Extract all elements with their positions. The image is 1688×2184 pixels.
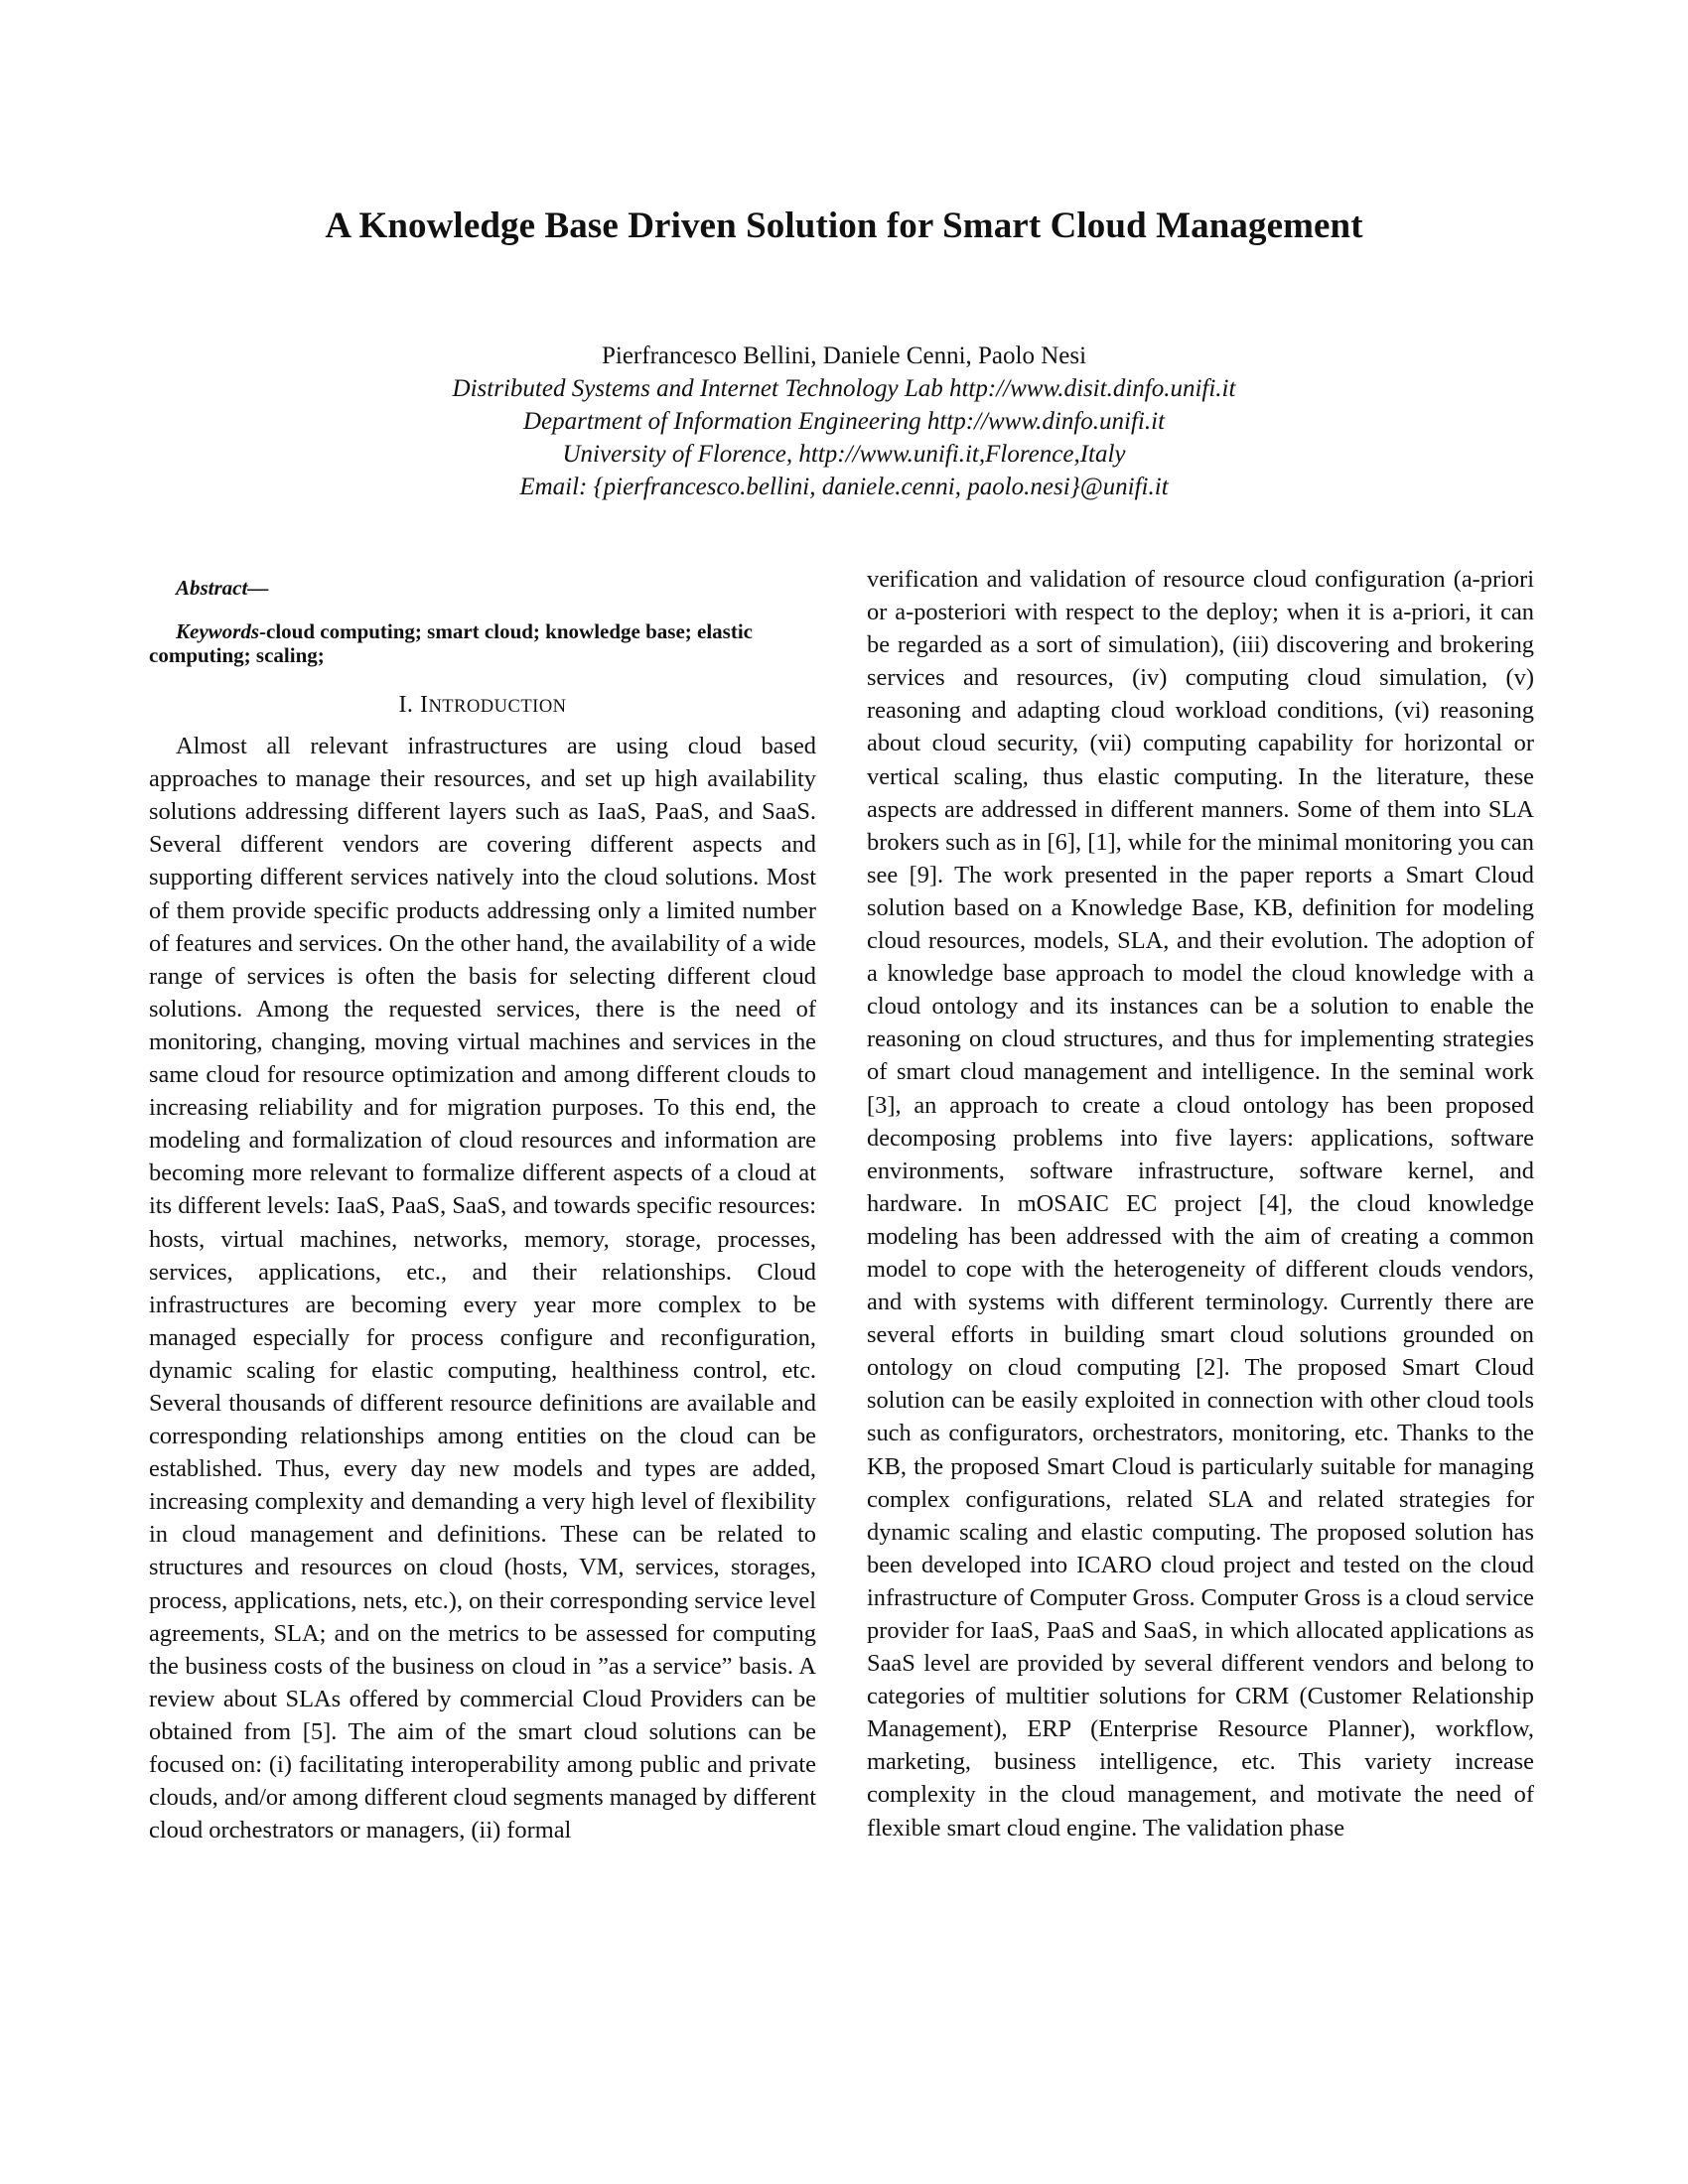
right-column [867, 566, 1534, 1844]
introduction-paragraph-continued: verification and validation of resource cloud configuration (a-priori or a-posteriori with respect to the deploy; when it is a-priori, it can be regarded as a sort of simulation), (iii) discovering and brokering services and resources, (iv) computing cloud simulation, (v) reasoning and adapting cloud workload conditions, (vi) reasoning about cloud security, (vii) computing capability for horizontal or vertical scaling, thus elastic computing. In the literature, these aspects are addressed in different manners. Some of them into SLA brokers such as in [6], [1], while for the minimal monitoring you can see [9]. The work presented in the paper reports a Smart Cloud solution based on a Knowledge Base, KB, definition for modeling cloud resources, models, SLA, and their evolution. The adoption of a knowledge base approach to model the cloud knowledge with a cloud ontology and its instances can be a solution to enable the reasoning on cloud structures, and thus for implementing strategies of smart cloud management and intelligence. In the seminal work [3], an approach to create a cloud ontology has been proposed decomposing problems into five layers: applications, software environments, software infrastructure, software kernel, and hardware. In mOSAIC EC project [4], the cloud knowledge modeling has been addressed with the aim of creating a common model to cope with the heterogeneity of different clouds vendors, and with systems with different terminology. Currently there are several efforts in building smart cloud solutions grounded on ontology on cloud computing [2]. The proposed Smart Cloud solution can be easily exploited in connection with other cloud tools such as configurators, orchestrators, monitoring, etc. Thanks to the KB, the proposed Smart Cloud is particularly suitable for managing complex configurations, related SLA and related strategies for dynamic scaling and elastic computing. The proposed solution has been developed into ICARO cloud project and tested on the cloud infrastructure of Computer Gross. Computer Gross is a cloud service provider for IaaS, PaaS and SaaS, in which allocated applications as SaaS level are provided by several different vendors and belong to categories of multitier solutions for CRM (Customer Relationship Management), ERP (Enterprise Resource Planner), workflow, marketing, business intelligence, etc. This variety increase complexity in the cloud management, and motivate the need of flexible smart cloud engine. The validation phase [867, 566, 1534, 1842]
author-emails: Email: {pierfrancesco.bellini, daniele.cenni, paolo.nesi}@unifi.it [519, 474, 1169, 500]
abstract-label: Abstract— [176, 576, 269, 600]
affiliation-university: University of Florence, http://www.unifi.it,Florence,Italy [562, 441, 1126, 468]
section-number: I. [398, 692, 414, 718]
affiliation-department: Department of Information Engineering http://www.dinfo.unifi.it [522, 408, 1166, 435]
left-column [149, 566, 816, 1846]
keywords-text: -cloud computing; smart cloud; knowledge base; elastic computing; scaling; [149, 619, 753, 667]
affiliation-lab: Distributed Systems and Internet Technology Lab http://www.disit.dinfo.unifi.it [452, 375, 1236, 402]
author-names: Pierfrancesco Bellini, Daniele Cenni, Paolo Nesi [601, 342, 1087, 369]
section-heading-introduction [149, 689, 816, 724]
keywords-label: Keywords [176, 619, 259, 643]
section-title-rest: NTRODUCTION [428, 697, 567, 717]
author-block [0, 340, 1688, 503]
introduction-paragraph: Almost all relevant infrastructures are using cloud based approaches to manage their resources, and set up high availability solutions addressing different layers such as IaaS, PaaS, and SaaS. Several different vendors are covering different aspects and supporting different services natively into the cloud solutions. Most of them provide specific products addressing only a limited number of features and services. On the other hand, the availability of a wide range of services is often the basis for selecting different cloud solutions. Among the requested services, there is the need of monitoring, changing, moving virtual machines and services in the same cloud for resource optimization and among different clouds to increasing reliability and for migration purposes. To this end, the modeling and formalization of cloud resources and information are becoming more relevant to formalize different aspects of a cloud at its different levels: IaaS, PaaS, SaaS, and towards specific resources: hosts, virtual machines, networks, memory, storage, processes, services, applications, etc., and their relationships. Cloud infrastructures are becoming every year more complex to be managed especially for process configure and reconfiguration, dynamic scaling for elastic computing, healthiness control, etc. Several thousands of different resource definitions are available and corresponding relationships among entities on the cloud can be established. Thus, every day new models and types are added, increasing complexity and demanding a very high level of flexibility in cloud management and definitions. These can be related to structures and resources on cloud (hosts, VM, services, storages, process, applications, nets, etc.), on their corresponding service level agreements, SLA; and on the metrics to be assessed for computing the business costs of the business on cloud in ”as a service” basis. A review about SLAs offered by commercial Cloud Providers can be obtained from [5]. The aim of the smart cloud solutions can be focused on: (i) facilitating interoperability among public and private clouds, and/or among different cloud segments managed by different cloud orchestrators or managers, (ii) formal [149, 733, 816, 1844]
keywords [149, 619, 816, 667]
abstract [149, 576, 816, 600]
paper-title: A Knowledge Base Driven Solution for Smart Cloud Management [325, 205, 1363, 246]
section-title-initial: I [419, 692, 429, 718]
